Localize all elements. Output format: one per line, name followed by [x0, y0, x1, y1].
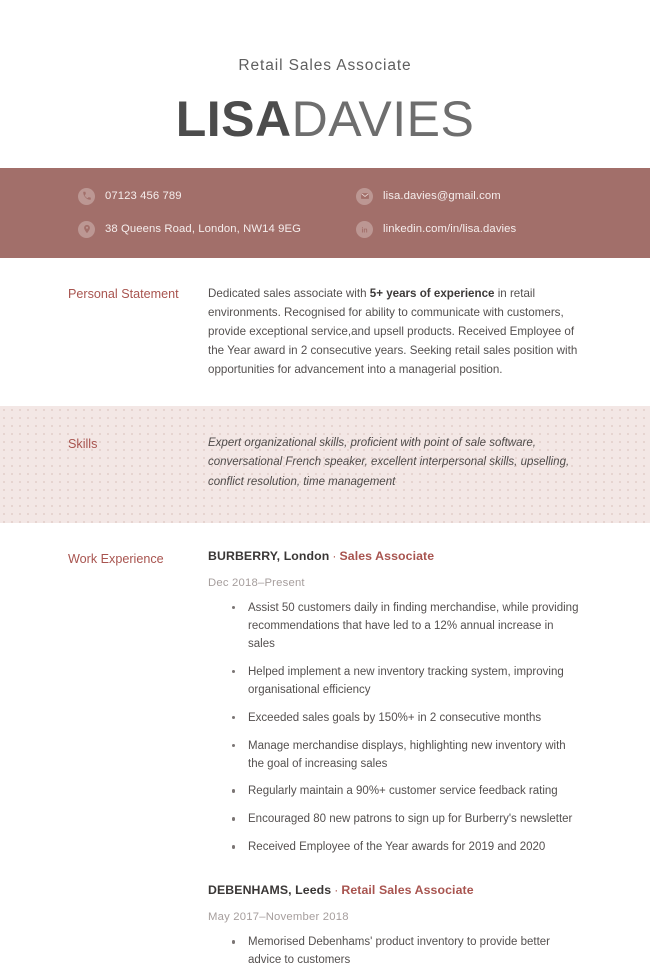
skills-band [0, 406, 650, 523]
contact-phone-value: 07123 456 789 [105, 190, 182, 202]
candidate-last-name: DAVIES [291, 90, 475, 147]
job-entry [208, 883, 580, 970]
section-skills [0, 434, 650, 493]
job-role: Sales Associate [339, 548, 435, 563]
resume-header [0, 0, 650, 146]
job-company: BURBERRY, London [208, 548, 330, 563]
section-body-skills [208, 434, 580, 493]
job-bullet-list [208, 934, 580, 970]
contact-email-value: lisa.davies@gmail.com [383, 190, 501, 202]
section-label-skills: Skills [68, 436, 98, 451]
contact-linkedin[interactable] [356, 221, 516, 238]
svg-text:in: in [361, 226, 368, 234]
contact-address-value: 38 Queens Road, London, NW14 9EG [105, 223, 301, 235]
statement-text-after: in retail environments. Recognised for ability to communicate with customers, provide exceptional service,and upsell products. Received Employee of the Year award in 2 consecutive years. Seeking retail sales position with opportunities for advancement into a managerial position. [208, 286, 578, 377]
candidate-name [0, 92, 650, 146]
job-bullet: Assist 50 customers daily in finding merchandise, while providing recommendations that have led to a 12% annual increase in sales [248, 600, 580, 654]
job-bullet: Exceeded sales goals by 150%+ in 2 consecutive months [248, 710, 580, 728]
job-dates: May 2017–November 2018 [208, 911, 349, 924]
contact-linkedin-value: linkedin.com/in/lisa.davies [383, 223, 517, 235]
section-body-personal-statement [208, 284, 580, 380]
phone-icon [78, 188, 95, 205]
skills-text: Expert organizational skills, proficient with point of sale software, conversational French speaker, excellent interpersonal skills, upselling, conflict resolution, time management [208, 436, 570, 489]
section-body-work-experience [208, 549, 580, 970]
contact-bar [0, 168, 650, 258]
job-bullet: Manage merchandise displays, highlighting new inventory with the goal of increasing sales [248, 738, 580, 774]
linkedin-icon [356, 221, 373, 238]
contact-column-right [356, 188, 516, 258]
job-dates: Dec 2018–Present [208, 576, 305, 589]
job-heading [208, 549, 580, 565]
job-heading [208, 883, 580, 899]
job-bullet: Helped implement a new inventory tracking system, improving organisational efficiency [248, 664, 580, 700]
job-company: DEBENHAMS, Leeds [208, 883, 332, 898]
job-bullet: Memorised Debenhams' product inventory to provide better advice to customers [248, 934, 580, 970]
contact-column-left [78, 188, 356, 258]
job-bullet-list [208, 600, 580, 857]
contact-email[interactable] [356, 188, 516, 205]
contact-address[interactable] [78, 221, 356, 238]
statement-text-bold: 5+ years of experience [369, 286, 495, 300]
statement-text-before: Dedicated sales associate with [208, 286, 370, 300]
job-separator: · [332, 548, 337, 563]
job-bullet: Regularly maintain a 90%+ customer service feedback rating [248, 783, 580, 801]
section-label-personal-statement: Personal Statement [68, 286, 179, 301]
location-pin-icon [78, 221, 95, 238]
section-personal-statement [0, 258, 650, 380]
job-bullet: Received Employee of the Year awards for 2019 and 2020 [248, 839, 580, 857]
candidate-first-name: LISA [175, 90, 292, 147]
header-job-title: Retail Sales Associate [238, 57, 412, 74]
section-label-work-experience: Work Experience [68, 551, 164, 566]
job-entry [208, 549, 580, 857]
envelope-icon [356, 188, 373, 205]
personal-statement-text [208, 284, 580, 380]
section-work-experience [0, 523, 650, 970]
job-role: Retail Sales Associate [341, 883, 474, 898]
job-separator: · [334, 883, 339, 898]
job-bullet: Encouraged 80 new patrons to sign up for Burberry's newsletter [248, 811, 580, 829]
contact-phone[interactable] [78, 188, 356, 205]
